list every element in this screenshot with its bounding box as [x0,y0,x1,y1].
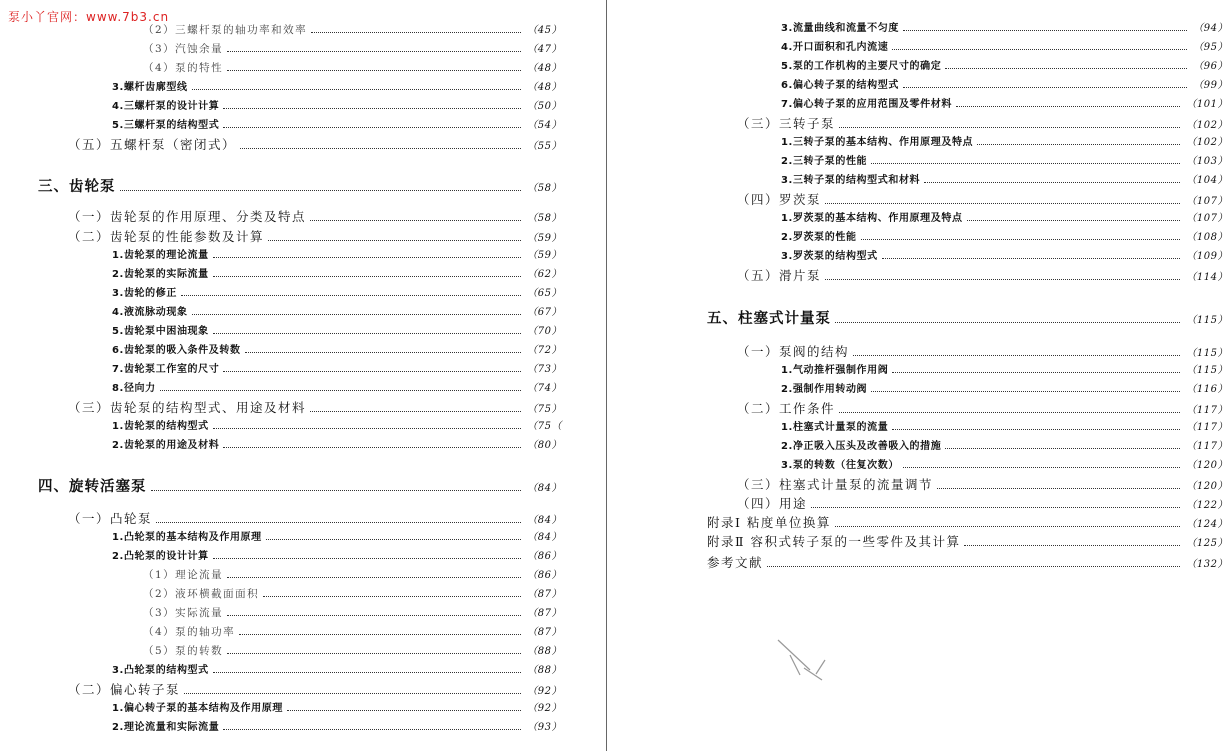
toc-entry-title: 参考文献 [707,555,764,570]
toc-page-number: （86） [527,570,562,581]
toc-page-number: （84） [527,532,562,543]
dot-leader [223,108,521,109]
toc-entry [112,97,562,115]
toc-entry-title: （三）柱塞式计量泵的流量调节 [737,477,934,492]
toc-entry-title: 5.泵的工作机构的主要尺寸的确定 [781,61,942,72]
dot-leader [967,220,1181,221]
toc-page-number: （92） [527,686,562,697]
dot-leader [181,295,521,296]
toc-entry [68,398,562,416]
toc-entry-title: （4）泵的特性 [143,62,224,74]
toc-entry-title: （一）泵阀的结构 [737,344,850,359]
toc-entry-title: （二）偏心转子泵 [68,682,181,697]
toc-entry [781,57,1228,75]
dot-leader [945,448,1180,449]
toc-page-number: （84） [527,483,562,494]
toc-entry-title: 3.罗茨泵的结构型式 [781,251,878,262]
toc-page-number: （87） [527,589,562,600]
dot-leader [892,429,1180,430]
toc-entry-title: （二）工作条件 [737,401,836,416]
toc-entry-title: 2.三转子泵的性能 [781,156,868,167]
toc-entry [112,547,562,565]
toc-page-number: （88） [527,665,562,676]
dot-leader [903,87,1187,88]
toc-entry-title: 1.柱塞式计量泵的流量 [781,422,889,433]
dot-leader [160,390,522,391]
toc-entry [143,59,562,77]
toc-entry [112,436,562,454]
dot-leader [120,190,522,191]
toc-page-number: （102） [1186,120,1228,131]
toc-entry-title: 5.三螺杆泵的结构型式 [112,120,220,131]
toc-entry [68,135,562,153]
toc-entry-title: （3）汽蚀余量 [143,43,224,55]
toc-entry-title: （一）凸轮泵 [68,511,153,526]
toc-entry-title: （四）罗茨泵 [737,192,822,207]
toc-entry [781,209,1228,227]
toc-entry-title: 2.罗茨泵的性能 [781,232,857,243]
dot-leader [227,70,521,71]
toc-page-number: （115） [1186,315,1228,326]
toc-entry-title: 2.净正吸入压头及改善吸入的措施 [781,441,942,452]
dot-leader [184,693,521,694]
toc-page-number: （80） [527,440,562,451]
toc-entry-title: 6.齿轮泵的吸入条件及转数 [112,345,241,356]
toc-page-number: （62） [527,269,562,280]
toc-entry [781,247,1228,265]
watermark: 泵小丫官网：www.7b3.cn [8,10,170,24]
toc-page-number: （73） [527,364,562,375]
left-page [0,0,606,751]
toc-page-number: （99） [1193,80,1228,91]
toc-page-number: （120） [1186,460,1228,471]
dot-leader [266,539,522,540]
toc-entry [781,76,1228,94]
toc-entry-title: 2.强制作用转动阀 [781,384,868,395]
toc-entry-title: （2）液环横截面面积 [143,588,260,600]
toc-entry [143,21,562,39]
toc-entry-title: 4.开口面积和孔内流速 [781,42,889,53]
toc-entry [737,114,1228,132]
toc-page-number: （47） [527,44,562,55]
toc-entry [112,661,562,679]
toc-entry-title: （五）五螺杆泵（密闭式） [68,137,237,152]
toc-entry [112,284,562,302]
dot-leader [227,615,521,616]
dot-leader [811,507,1180,508]
toc-entry-title: 2.齿轮泵的用途及材料 [112,440,220,451]
dot-leader [310,411,521,412]
dot-leader [263,596,521,597]
toc-entry-title: 3.螺杆齿廓型线 [112,82,188,93]
dot-leader [223,127,521,128]
toc-entry [781,361,1228,379]
toc-entry [707,513,1228,531]
dot-leader [213,333,522,334]
toc-entry [143,585,562,603]
dot-leader [151,490,522,491]
toc-page-number: （114） [1186,272,1228,283]
toc-entry-title: 1.罗茨泵的基本结构、作用原理及特点 [781,213,963,224]
dot-leader [311,32,521,33]
dot-leader [268,240,521,241]
dot-leader [839,127,1180,128]
toc-entry-title: 2.凸轮泵的设计计算 [112,551,209,562]
toc-entry [781,418,1228,436]
toc-entry [143,566,562,584]
toc-entry-title: （3）实际流量 [143,607,224,619]
dot-leader [227,653,521,654]
toc-page-number: （109） [1186,251,1228,262]
dot-leader [871,391,1180,392]
dot-leader [825,279,1180,280]
toc-page-number: （84） [527,515,562,526]
toc-entry [781,38,1228,56]
dot-leader [213,558,522,559]
toc-entry-title: 1.三转子泵的基本结构、作用原理及特点 [781,137,974,148]
toc-entry [707,307,1228,325]
toc-page-number: （103） [1186,156,1228,167]
toc-entry [737,190,1228,208]
toc-entry [143,642,562,660]
toc-entry-title: 1.偏心转子泵的基本结构及作用原理 [112,703,283,714]
toc-page-number: （93） [527,722,562,733]
dot-leader [240,148,521,149]
toc-entry [112,379,562,397]
toc-page-number: （117） [1186,405,1228,416]
toc-entry [781,133,1228,151]
dot-leader [977,144,1180,145]
dot-leader [825,203,1180,204]
toc-entry-title: 四、旋转活塞泵 [38,478,147,495]
toc-page-number: （116） [1186,384,1228,395]
toc-entry-title: 1.凸轮泵的基本结构及作用原理 [112,532,262,543]
toc-entry-title: 4.液流脉动现象 [112,307,188,318]
dot-leader [861,239,1181,240]
dot-leader [835,322,1180,323]
toc-page-number: （58） [527,183,562,194]
dot-leader [871,163,1180,164]
toc-page-number: （55） [527,141,562,152]
toc-page-number: （122） [1186,500,1228,511]
toc-entry [112,265,562,283]
toc-page-number: （120） [1186,481,1228,492]
toc-entry-title: （四）用途 [737,496,808,511]
toc-entry [143,623,562,641]
toc-entry [781,456,1228,474]
toc-entry [68,207,562,225]
toc-entry-title: 1.气动推杆强制作用阀 [781,365,889,376]
toc-entry [781,228,1228,246]
toc-entry-title: （5）泵的转数 [143,645,224,657]
toc-page-number: （87） [527,627,562,638]
dot-leader [835,526,1180,527]
toc-entry [68,680,562,698]
toc-entry-title: 1.齿轮泵的结构型式 [112,421,209,432]
toc-entry [112,528,562,546]
toc-page-number: （101） [1186,99,1228,110]
toc-entry-title: 4.三螺杆泵的设计计算 [112,101,220,112]
toc-page-number: （117） [1186,441,1228,452]
toc-entry-title: 3.齿轮的修正 [112,288,177,299]
toc-entry-title: 3.凸轮泵的结构型式 [112,665,209,676]
dot-leader [937,488,1180,489]
dot-leader [213,276,522,277]
dot-leader [213,257,522,258]
toc-entry [112,699,562,717]
toc-page-number: （124） [1186,519,1228,530]
dot-leader [287,710,521,711]
toc-page-number: （75（ [527,421,562,432]
toc-page-number: （107） [1186,196,1228,207]
toc-entry [112,322,562,340]
toc-entry [112,246,562,264]
toc-page-number: （86） [527,551,562,562]
toc-entry [707,532,1228,550]
toc-page-number: （72） [527,345,562,356]
toc-entry [112,417,562,435]
toc-page-number: （70） [527,326,562,337]
toc-entry [737,266,1228,284]
toc-page-number: （92） [527,703,562,714]
toc-page-number: （48） [527,63,562,74]
toc-entry [38,475,562,493]
toc-page-number: （48） [527,82,562,93]
toc-page-number: （125） [1186,538,1228,549]
toc-page-number: （108） [1186,232,1228,243]
dot-leader [213,428,522,429]
dot-leader [223,729,521,730]
toc-entry-title: （二）齿轮泵的性能参数及计算 [68,229,265,244]
dot-leader [903,30,1187,31]
toc-page-number: （107） [1186,213,1228,224]
dot-leader [192,314,522,315]
toc-entry [737,475,1228,493]
dot-leader [964,545,1180,546]
toc-entry-title: （三）三转子泵 [737,116,836,131]
toc-entry [737,342,1228,360]
toc-entry-title: 5.齿轮泵中困油现象 [112,326,209,337]
toc-page-number: （95） [1193,42,1228,53]
toc-page-number: （96） [1193,61,1228,72]
dot-leader [903,467,1180,468]
toc-entry [112,78,562,96]
toc-entry-title: （三）齿轮泵的结构型式、用途及材料 [68,400,307,415]
toc-page-number: （132） [1186,559,1228,570]
toc-page-number: （115） [1186,365,1228,376]
toc-entry [112,718,562,736]
dot-leader [223,447,521,448]
dot-leader [156,522,521,523]
toc-page-number: （59） [527,250,562,261]
toc-page-number: （115） [1186,348,1228,359]
toc-entry-title: （1）理论流量 [143,569,224,581]
toc-page-number: （50） [527,101,562,112]
toc-entry-title: 7.偏心转子泵的应用范围及零件材料 [781,99,952,110]
toc-page-number: （94） [1193,23,1228,34]
toc-page-number: （45） [527,25,562,36]
toc-entry-title: 8.径向力 [112,383,156,394]
toc-entry [112,116,562,134]
toc-entry-title: 2.理论流量和实际流量 [112,722,220,733]
toc-entry [781,152,1228,170]
toc-entry-title: 1.齿轮泵的理论流量 [112,250,209,261]
dot-leader [213,672,522,673]
toc-page-number: （59） [527,233,562,244]
toc-page-number: （58） [527,213,562,224]
toc-entry-title: 3.泵的转数（往复次数） [781,460,899,471]
toc-entry [737,399,1228,417]
toc-page-number: （54） [527,120,562,131]
toc-entry-title: 附录Ⅰ 粘度单位换算 [707,515,831,530]
toc-page-number: （75） [527,404,562,415]
toc-entry [38,175,562,193]
toc-page-number: （74） [527,383,562,394]
toc-entry [112,360,562,378]
dot-leader [839,412,1180,413]
toc-entry [68,227,562,245]
dot-leader [945,68,1187,69]
dot-leader [767,566,1180,567]
toc-entry [143,40,562,58]
toc-page-number: （65） [527,288,562,299]
toc-entry-title: 7.齿轮泵工作室的尺寸 [112,364,220,375]
toc-entry-title: 3.流量曲线和流量不匀度 [781,23,899,34]
toc-entry [112,341,562,359]
toc-entry [781,437,1228,455]
dot-leader [223,371,521,372]
toc-entry-title: （一）齿轮泵的作用原理、分类及特点 [68,209,307,224]
dot-leader [956,106,1180,107]
dot-leader [227,577,521,578]
dot-leader [227,51,521,52]
toc-entry [781,19,1228,37]
toc-entry-title: 2.齿轮泵的实际流量 [112,269,209,280]
dot-leader [245,352,522,353]
toc-entry [781,380,1228,398]
toc-entry [781,95,1228,113]
toc-entry-title: （4）泵的轴功率 [143,626,236,638]
toc-page-number: （104） [1186,175,1228,186]
toc-entry-title: （五）滑片泵 [737,268,822,283]
toc-entry [112,303,562,321]
toc-entry-title: 3.三转子泵的结构型式和材料 [781,175,921,186]
toc-entry [707,553,1228,571]
toc-page-number: （87） [527,608,562,619]
right-page [607,0,1228,751]
dot-leader [892,372,1180,373]
toc-entry-title: （2）三螺杆泵的轴功率和效率 [143,24,308,36]
dot-leader [892,49,1187,50]
toc-page-number: （88） [527,646,562,657]
toc-page-number: （117） [1186,422,1228,433]
dot-leader [239,634,521,635]
toc-page-number: （102） [1186,137,1228,148]
toc-entry-title: 6.偏心转子泵的结构型式 [781,80,899,91]
dot-leader [882,258,1181,259]
pen-scribble-mark [770,630,840,690]
toc-entry [68,509,562,527]
dot-leader [853,355,1180,356]
toc-page-number: （67） [527,307,562,318]
toc-entry-title: 附录Ⅱ 容积式转子泵的一些零件及其计算 [707,534,961,549]
toc-entry [781,171,1228,189]
dot-leader [192,89,522,90]
toc-entry [143,604,562,622]
dot-leader [310,220,521,221]
toc-entry-title: 三、齿轮泵 [38,178,116,195]
dot-leader [924,182,1180,183]
toc-entry-title: 五、柱塞式计量泵 [707,310,831,327]
toc-entry [737,494,1228,512]
